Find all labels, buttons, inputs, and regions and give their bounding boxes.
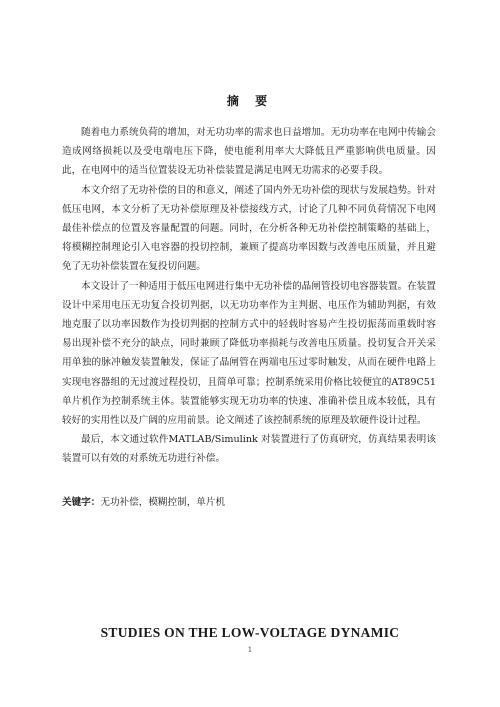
abstract-paragraph: 本文设计了一种适用于低压电网进行集中无功补偿的晶闸管投切电容器装置。在装置设计中采用电压无功复合投切判据，以无功功率作为主判据、电压作为辅助判据，有效地克服了以功率因数作为投切判据的控制方式中的轻载时容易产生投切振荡而重载时容易出现补偿不充分的缺点，同时兼顾了降低功率损耗与改善电压质量。投切复合开关采用单独的脉冲触发装置触发，保证了晶闸管在两端电压过零时触发，从而在硬件电路上实现电容器组的无过渡过程投切，且简单可靠；控制系统采用价格比较便宜的AT89C51 单片机作为控制系统主体。装置能够实现无功功率的快速、准确补偿且成本较低，具有较好的实用性以及广阔的应用前景。论文阐述了该控制系统的原理及软硬件设计过程。	[62, 280, 436, 427]
page-number: 1	[247, 646, 253, 654]
abstract-paragraph: 随着电力系统负荷的增加，对无功功率的需求也日益增加。无功功率在电网中传输会造成网络损耗以及受电端电压下降，使电能利用率大大降低且严重影响供电质量。因此，在电网中的适当位置装设无功补偿装置是满足电网无功需求的必要手段。	[62, 127, 436, 177]
abstract-body	[62, 123, 436, 469]
keywords-label: 关键字：	[62, 497, 101, 508]
abstract-paragraph: 本文介绍了无功补偿的目的和意义，阐述了国内外无功补偿的现状与发展趋势。针对低压电网，本文分析了无功补偿原理及补偿接线方式，讨论了几种不同负荷情况下电网最佳补偿点的位置及容量配置的问题。同时，在分析各种无功补偿控制策略的基础上，将模糊控制理论引入电容器的投切控制，兼顾了提高功率因数与改善电压质量，并且避免了无功补偿装置在复投切问题。	[62, 184, 436, 273]
keywords-line	[62, 495, 442, 511]
english-title: STUDIES ON THE LOW-VOLTAGE DYNAMIC	[100, 625, 400, 640]
abstract-title: 摘 要	[226, 94, 274, 108]
abstract-paragraph: 最后，本文通过软件MATLAB/Simulink 对装置进行了仿真研究，仿真结果表明该装置可以有效的对系统无功进行补偿。	[62, 434, 436, 465]
keywords-value: 无功补偿，模糊控制，单片机	[100, 497, 226, 508]
